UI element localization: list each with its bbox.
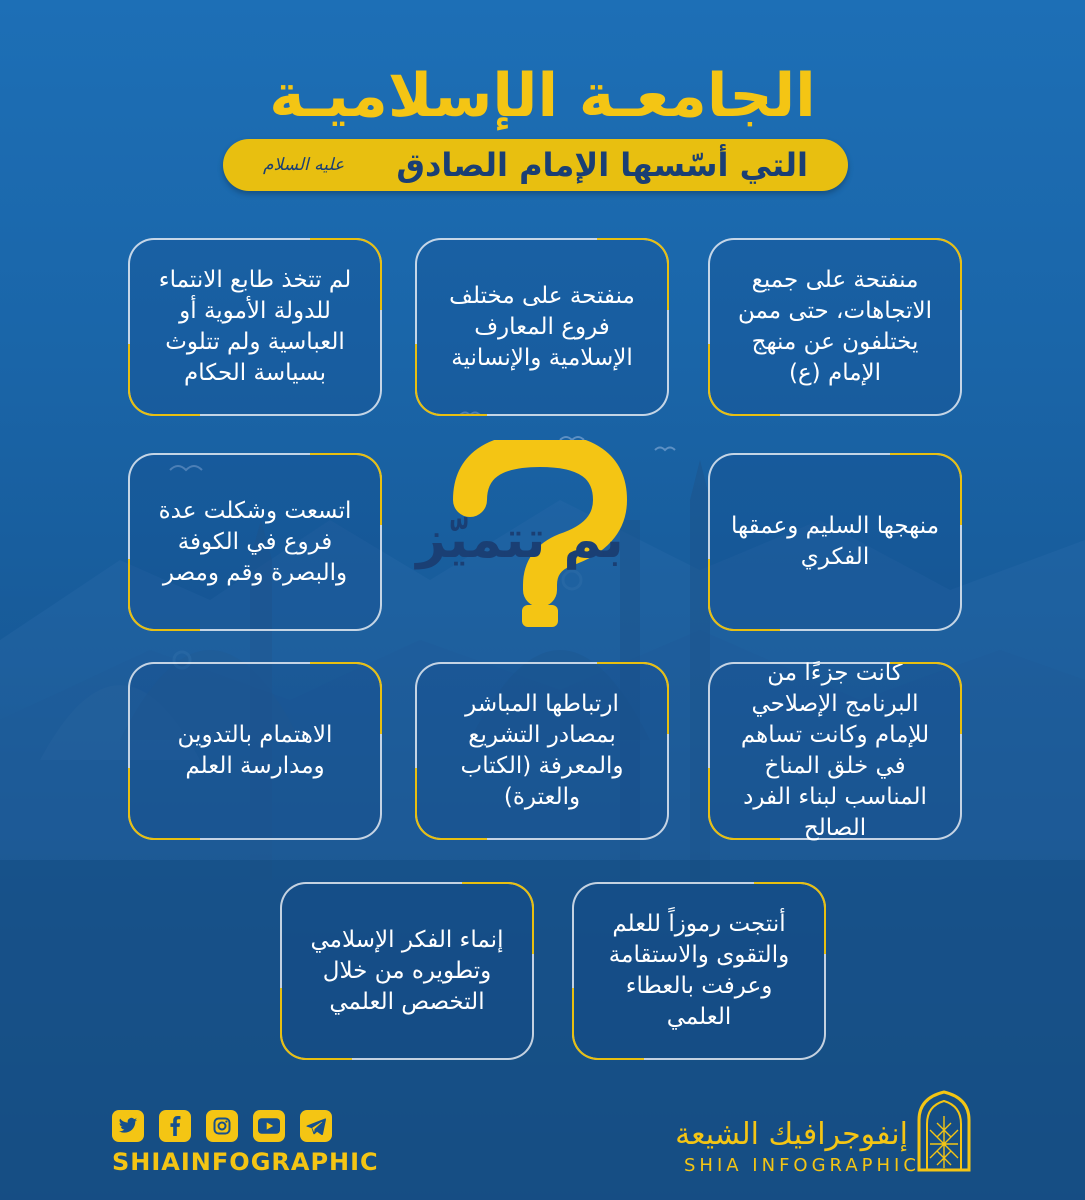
subtitle-banner xyxy=(223,139,848,191)
feature-card-text: منهجها السليم وعمقها الفكري xyxy=(730,513,940,570)
telegram-icon[interactable] xyxy=(300,1110,332,1142)
feature-card-text: منفتحة على جميع الاتجاهات، حتى ممن يختلفون عن منهج الإمام (ع) xyxy=(737,267,933,386)
twitter-icon[interactable] xyxy=(112,1110,144,1142)
feature-card xyxy=(708,453,962,631)
feature-card xyxy=(572,882,826,1060)
facebook-icon[interactable] xyxy=(159,1110,191,1142)
feature-card xyxy=(415,238,669,416)
feature-card-text: اتسعت وشكلت عدة فروع في الكوفة والبصرة وقم ومصر xyxy=(158,497,352,586)
instagram-icon[interactable] xyxy=(206,1110,238,1142)
page-title: الجامعـة الإسلاميـة xyxy=(269,61,816,131)
brand-name-arabic: إنفوجرافيك الشيعة xyxy=(675,1117,908,1152)
feature-card xyxy=(128,238,382,416)
honorific-calligraphy: عليه السلام xyxy=(263,155,345,175)
feature-card-text: لم تتخذ طابع الانتماء للدولة الأموية أو العباسية ولم تتلوث بسياسة الحكام xyxy=(158,267,352,386)
feature-card-text: ارتباطها المباشر بمصادر التشريع والمعرفة (الكتاب والعترة) xyxy=(460,691,624,810)
feature-card-text: الاهتمام بالتدوين ومدارسة العلم xyxy=(177,722,333,779)
brand-logo-icon xyxy=(915,1090,973,1172)
feature-card xyxy=(708,662,962,840)
feature-card xyxy=(128,453,382,631)
center-heading: بم تتميّز xyxy=(416,510,624,570)
brand-name-english: SHIA INFOGRAPHIC xyxy=(684,1155,920,1176)
feature-card xyxy=(128,662,382,840)
feature-card-text: إنماء الفكر الإسلامي وتطويره من خلال التخصص العلمي xyxy=(310,926,504,1015)
feature-card xyxy=(708,238,962,416)
feature-card xyxy=(415,662,669,840)
youtube-icon[interactable] xyxy=(253,1110,285,1142)
social-handle: SHIAINFOGRAPHIC xyxy=(112,1148,379,1176)
feature-card-text: منفتحة على مختلف فروع المعارف الإسلامية والإنسانية xyxy=(449,282,635,371)
feature-card xyxy=(280,882,534,1060)
social-links xyxy=(112,1110,332,1142)
feature-card-text: كانت جزءًا من البرنامج الإصلاحي للإمام وكانت تساهم في خلق المناخ المناسب لبناء الفرد الصالح xyxy=(740,660,930,841)
subtitle-text: التي أسّسها الإمام الصادق xyxy=(396,146,808,184)
feature-card-text: أنتجت رموزاً للعلم والتقوى والاستقامة وعرفت بالعطاء العلمي xyxy=(608,911,790,1030)
